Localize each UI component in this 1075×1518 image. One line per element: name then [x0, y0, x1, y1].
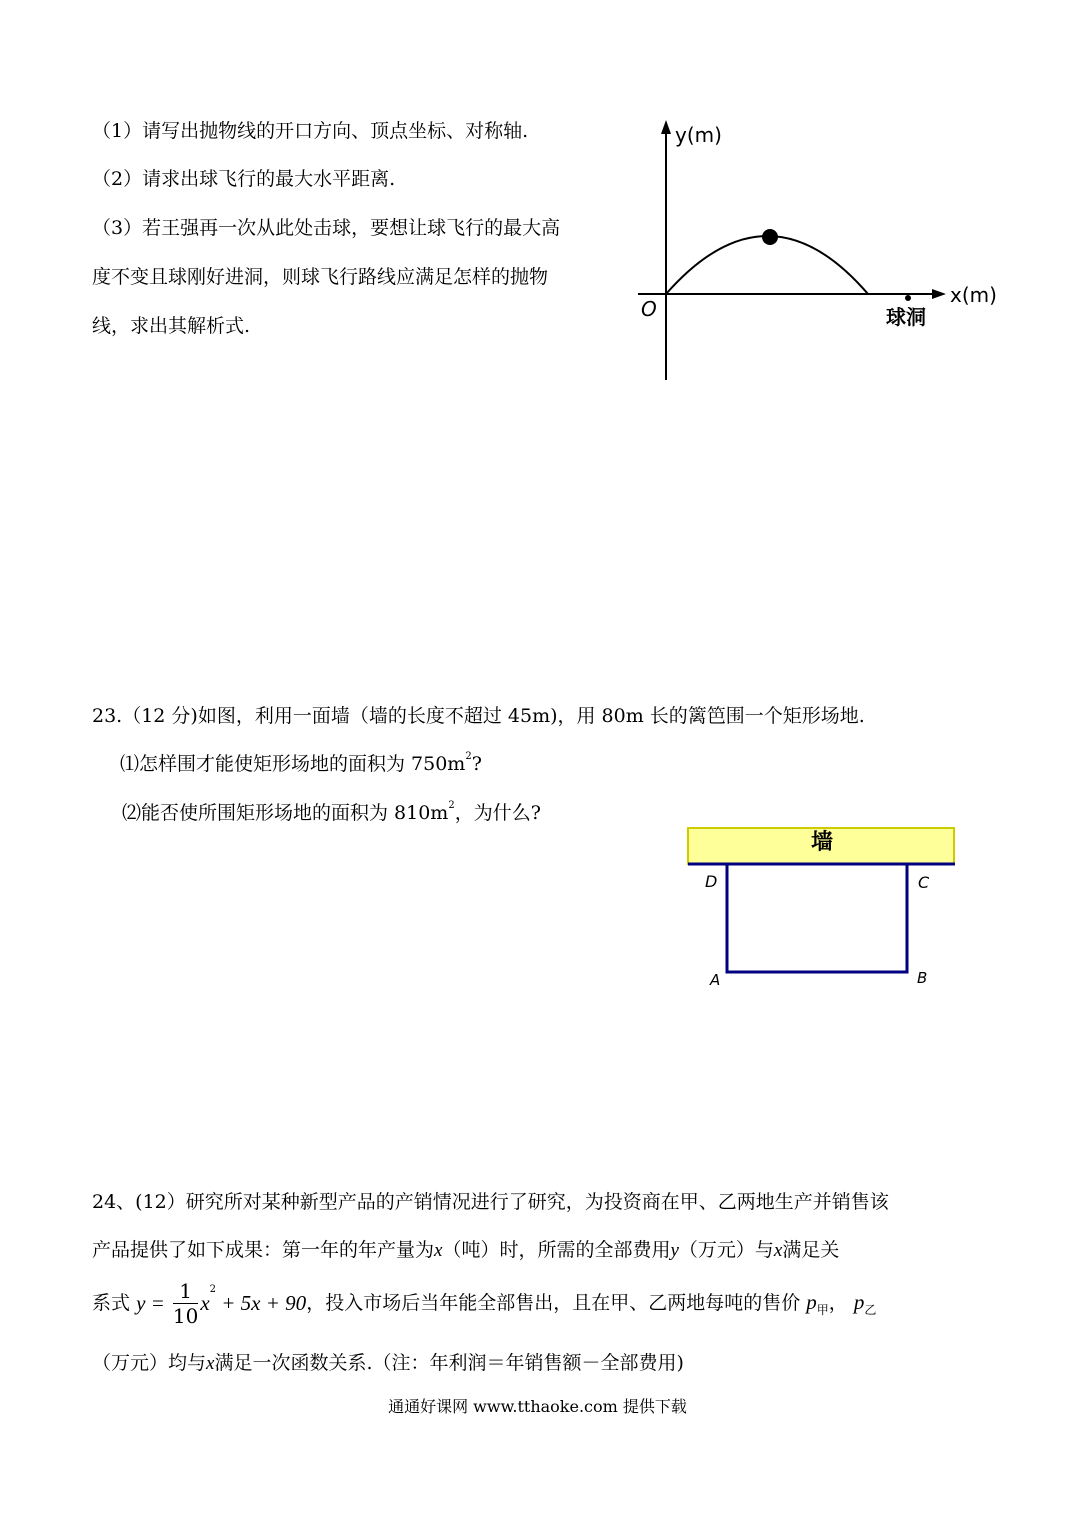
price-yi [853, 1289, 877, 1317]
q23-part1 [120, 751, 482, 775]
q22-part3-line1: （3）若王强再一次从此处击球，要想让球飞行的最大高 [92, 217, 561, 239]
q24-line3-b: ，投入市场后当年能全部售出，且在甲、乙两地每吨的售价 [306, 1292, 801, 1314]
q24-line3-a: 系式 [92, 1292, 131, 1314]
price-jia [806, 1289, 829, 1317]
fraction-numerator: 1 [173, 1281, 198, 1304]
q24-line2-c: （万元）与 [678, 1239, 774, 1261]
x-axis-arrow-icon [932, 289, 946, 299]
ball-icon [762, 229, 778, 245]
formula-lhs: y = [136, 1291, 165, 1315]
var-x: x [434, 1240, 443, 1261]
hole-label: 球洞 [886, 305, 926, 329]
q24-line3 [92, 1281, 876, 1326]
page-footer: 通通好课网 www.tthaoke.com 提供下载 [388, 1397, 687, 1416]
ball-trajectory [666, 236, 868, 294]
var-y: y [670, 1240, 679, 1261]
q23-part2-exponent: 2 [448, 800, 455, 811]
label-c: C [918, 873, 930, 892]
q24-line2 [92, 1241, 839, 1260]
q24-line2-a: 产品提供了如下成果：第一年的年产量为 [92, 1239, 435, 1261]
formula-rest: + 5x + 90 [216, 1291, 307, 1315]
q22-part3-line3: 线，求出其解析式. [92, 315, 251, 337]
var-x-3: x [206, 1353, 215, 1374]
wall-label: 墙 [810, 830, 834, 855]
q22-part2: （2）请求出球飞行的最大水平距离. [92, 168, 396, 190]
p-jia-subscript: 甲 [816, 1302, 829, 1317]
formula-exponent: 2 [209, 1284, 217, 1295]
q22-part1: （1）请写出抛物线的开口方向、顶点坐标、对称轴. [92, 120, 529, 142]
origin-label: O [641, 297, 657, 321]
p-yi-subscript: 乙 [864, 1302, 877, 1317]
fence-rectangle [727, 865, 907, 972]
parabola-graph [620, 110, 1020, 390]
var-x-2: x [773, 1240, 783, 1261]
q24-line1: 24、(12）研究所对某种新型产品的产销情况进行了研究，为投资商在甲、乙两地生产并销售该 [92, 1191, 889, 1213]
q24-line2-b: （吨）时，所需的全部费用 [442, 1239, 671, 1261]
formula-fraction [173, 1281, 198, 1326]
rectangle-figure [685, 825, 960, 995]
q23-part2-text: ⑵能否使所围矩形场地的面积为 810m [122, 802, 449, 824]
q22-part3-line2: 度不变且球刚好进洞，则球飞行路线应满足怎样的抛物 [92, 266, 549, 288]
q23-part1-suffix: ? [471, 753, 482, 775]
fraction-denominator: 10 [172, 1304, 199, 1328]
q23-part2-suffix: ，为什么? [454, 802, 541, 824]
p-jia-var: p [806, 1289, 817, 1314]
q24-line4-a: （万元）均与 [92, 1352, 207, 1374]
label-a: A [710, 971, 721, 989]
q23-part1-exponent: 2 [465, 751, 472, 762]
formula-x: x [200, 1291, 210, 1315]
q24-line4-b: 满足一次函数关系.（注：年利润＝年销售额－全部费用) [214, 1352, 684, 1374]
q23-part1-text: ⑴怎样围才能使矩形场地的面积为 750m [120, 753, 466, 775]
q24-line4 [92, 1354, 684, 1373]
x-axis-label: x(m) [950, 283, 997, 307]
p-yi-var: p [853, 1289, 865, 1314]
q23-part2 [122, 800, 541, 824]
comma: ， [828, 1292, 848, 1314]
label-b: B [917, 969, 928, 987]
hole-icon [905, 295, 911, 301]
y-axis-label: y(m) [675, 123, 722, 147]
y-axis-arrow-icon [661, 120, 671, 134]
q23-title: 23.（12 分)如图，利用一面墙（墙的长度不超过 45m)，用 80m 长的篱笆围一个矩形场地. [92, 705, 865, 727]
label-d: D [705, 872, 718, 891]
q24-line2-d: 满足关 [782, 1239, 840, 1261]
